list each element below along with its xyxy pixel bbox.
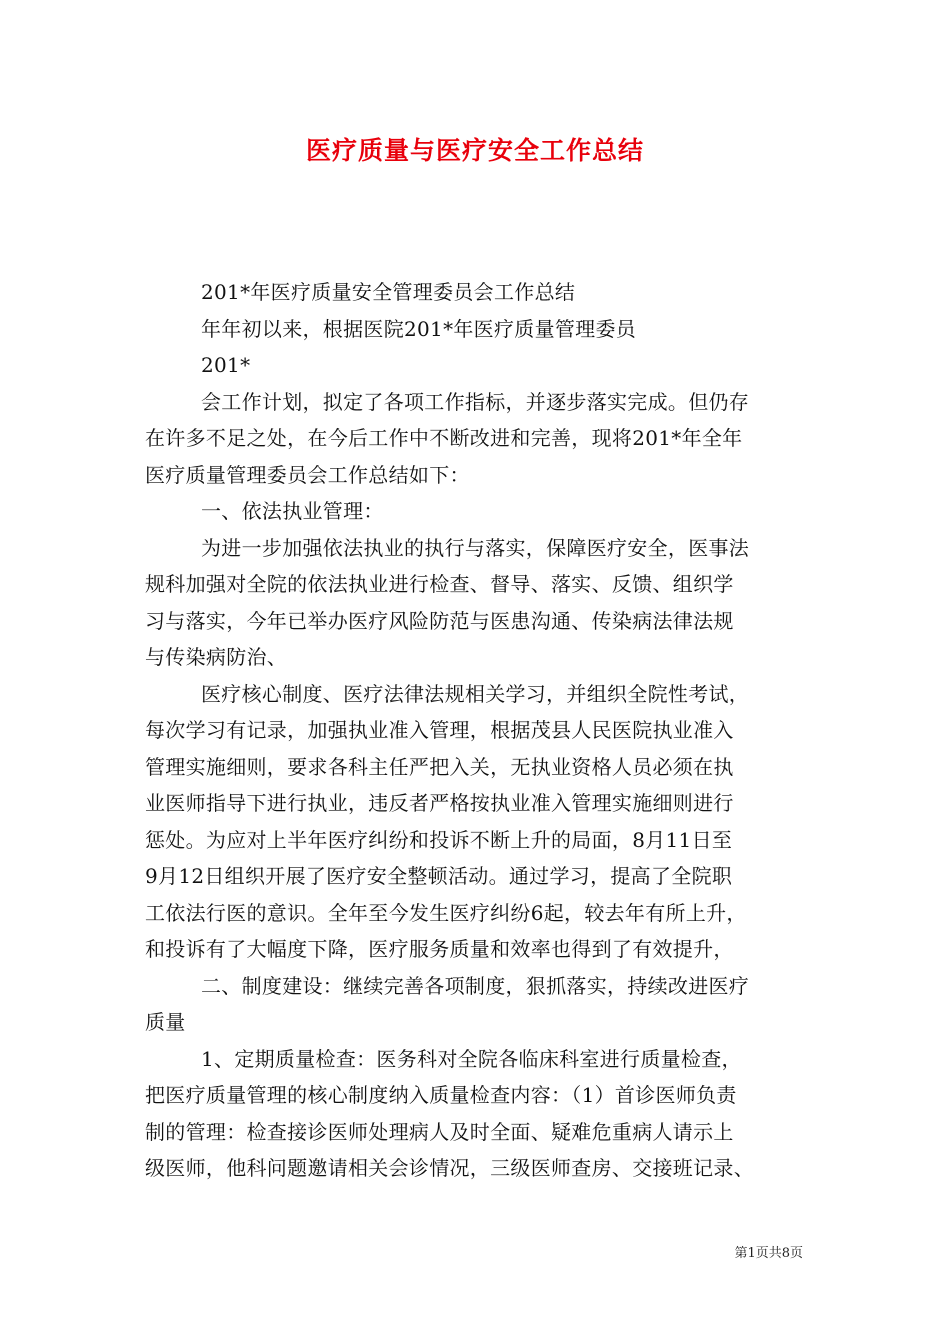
text-line: 一、依法执业管理： <box>201 499 384 523</box>
text-line: 为进一步加强依法执业的执行与落实，保障医疗安全，医事法 <box>201 535 750 560</box>
text-line: 规科加强对全院的依法执业进行检查、督导、落实、反馈、组织学 <box>145 572 734 596</box>
page-footer: 第1页共8页 <box>734 1246 803 1261</box>
text-line: 9月12日组织开展了医疗安全整顿活动。通过学习，提高了全院职 <box>145 864 733 888</box>
text-line: 年年初以来，根据医院201*年医疗质量管理委员 <box>201 316 637 341</box>
text-line: 级医师，他科问题邀请相关会诊情况，三级医师查房、交接班记录、 <box>145 1156 754 1180</box>
document-body <box>145 274 810 1187</box>
text-line: 惩处。为应对上半年医疗纠纷和投诉不断上升的局面，8月11日至 <box>145 827 733 852</box>
document-title: 医疗质量与医疗安全工作总结 <box>305 136 644 165</box>
text-line: 1、定期质量检查：医务科对全院各临床科室进行质量检查， <box>201 1046 742 1071</box>
text-line: 业医师指导下进行执业，违反者严格按执业准入管理实施细则进行 <box>145 791 734 815</box>
text-line: 会工作计划，拟定了各项工作指标，并逐步落实完成。但仍存 <box>201 389 750 414</box>
text-line: 习与落实，今年已举办医疗风险防范与医患沟通、传染病法律法规 <box>145 608 734 633</box>
text-line: 把医疗质量管理的核心制度纳入质量检查内容：（1）首诊医师负责 <box>145 1083 737 1107</box>
text-line: 医疗核心制度、医疗法律法规相关学习，并组织全院性考试， <box>201 681 750 706</box>
text-line: 每次学习有记录，加强执业准入管理，根据茂县人民医院执业准入 <box>145 718 734 742</box>
text-line: 和投诉有了大幅度下降，医疗服务质量和效率也得到了有效提升， <box>145 937 734 961</box>
text-line: 医疗质量管理委员会工作总结如下： <box>145 462 470 487</box>
text-line: 二、制度建设：继续完善各项制度，狠抓落实，持续改进医疗 <box>201 973 750 998</box>
text-line: 制的管理：检查接诊医师处理病人及时全面、疑难危重病人请示上 <box>145 1119 734 1144</box>
text-line: 在许多不足之处，在今后工作中不断改进和完善，现将201*年全年 <box>145 426 743 450</box>
text-line: 201* <box>201 353 251 377</box>
text-line: 管理实施细则，要求各科主任严把入关，无执业资格人员必须在执 <box>145 754 734 779</box>
text-line: 201*年医疗质量安全管理委员会工作总结 <box>201 280 576 304</box>
text-line: 工依法行医的意识。全年至今发生医疗纠纷6起，较去年有所上升， <box>145 900 747 925</box>
text-line: 与传染病防治、 <box>145 645 288 669</box>
text-line: 质量 <box>145 1010 186 1034</box>
